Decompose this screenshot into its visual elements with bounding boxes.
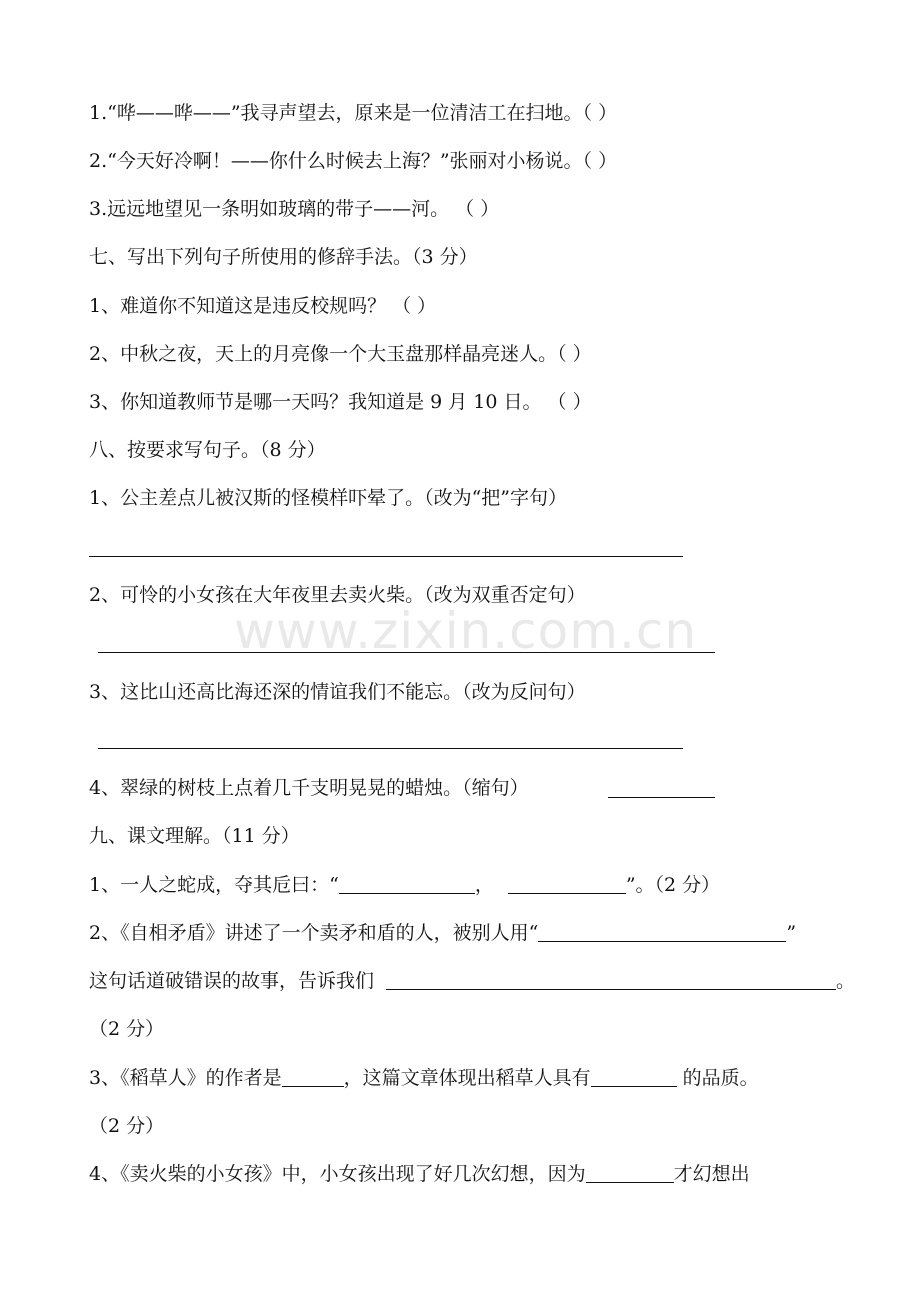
answer-blank[interactable]: [386, 971, 836, 990]
score-note: （2 分）: [89, 1018, 165, 1040]
question-text: ”。（2 分）: [625, 874, 721, 896]
score-note: （2 分）: [89, 1115, 165, 1137]
question-line: 1.“哗——哗——”我寻声望去，原来是一位清洁工在扫地。（ ）: [89, 102, 618, 124]
question-line: 3、你知道教师节是哪一天吗？我知道是 9 月 10 日。 （ ）: [89, 391, 592, 413]
question-text: 的品质。: [676, 1067, 759, 1089]
answer-blank[interactable]: [591, 1068, 677, 1087]
answer-line[interactable]: [98, 748, 683, 749]
question-text: 这句话道破错误的故事，告诉我们: [89, 970, 375, 992]
question-text: 。: [836, 970, 856, 992]
question-line: 2、可怜的小女孩在大年夜里去卖火柴。（改为双重否定句）: [89, 584, 586, 606]
question-line: 2.“今天好冷啊！——你什么时候去上海？”张丽对小杨说。（ ）: [89, 150, 618, 172]
question-text: ，: [474, 874, 494, 896]
question-text: ”: [786, 922, 797, 944]
question-text: ，这篇文章体现出稻草人具有: [343, 1067, 591, 1089]
question-line: 2、中秋之夜，天上的月亮像一个大玉盘那样晶亮迷人。（ ）: [89, 343, 592, 365]
question-line: [89, 873, 720, 897]
answer-line[interactable]: [89, 556, 683, 557]
question-text: 才幻想出: [673, 1163, 750, 1185]
section-heading: 七、写出下列句子所使用的修辞手法。（3 分）: [89, 246, 478, 268]
question-line: [89, 1066, 759, 1090]
answer-blank[interactable]: [508, 875, 626, 894]
question-line: [89, 1162, 750, 1186]
answer-blank[interactable]: [282, 1068, 344, 1087]
question-text: 2、《自相矛盾》讲述了一个卖矛和盾的人，被别人用“: [89, 922, 539, 944]
question-line: 3.远远地望见一条明如玻璃的带子——河。 （ ）: [89, 198, 500, 220]
question-text: 1、一人之蛇成，夺其卮曰：“: [89, 874, 339, 896]
section-heading: 九、课文理解。（11 分）: [89, 825, 300, 847]
section-heading: 八、按要求写句子。（8 分）: [89, 439, 326, 461]
question-text: 4、《卖火柴的小女孩》中，小女孩出现了好几次幻想，因为: [89, 1163, 586, 1185]
answer-blank[interactable]: [339, 875, 475, 894]
answer-blank[interactable]: [608, 797, 715, 798]
question-line: [89, 969, 855, 993]
question-line: 1、难道你不知道这是违反校规吗？ （ ）: [89, 295, 437, 317]
answer-blank[interactable]: [586, 1164, 674, 1183]
question-line: 1、公主差点儿被汉斯的怪模样吓晕了。（改为“把”字句）: [89, 487, 568, 509]
question-line: 3、这比山还高比海还深的情谊我们不能忘。（改为反问句）: [89, 681, 586, 703]
question-text: 3、《稻草人》的作者是: [89, 1067, 282, 1089]
answer-blank[interactable]: [538, 923, 786, 942]
question-line: 4、翠绿的树枝上点着几千支明晃晃的蜡烛。（缩句）: [89, 777, 529, 799]
watermark: www.zixin.com.cn: [234, 602, 698, 660]
question-line: [89, 921, 796, 945]
